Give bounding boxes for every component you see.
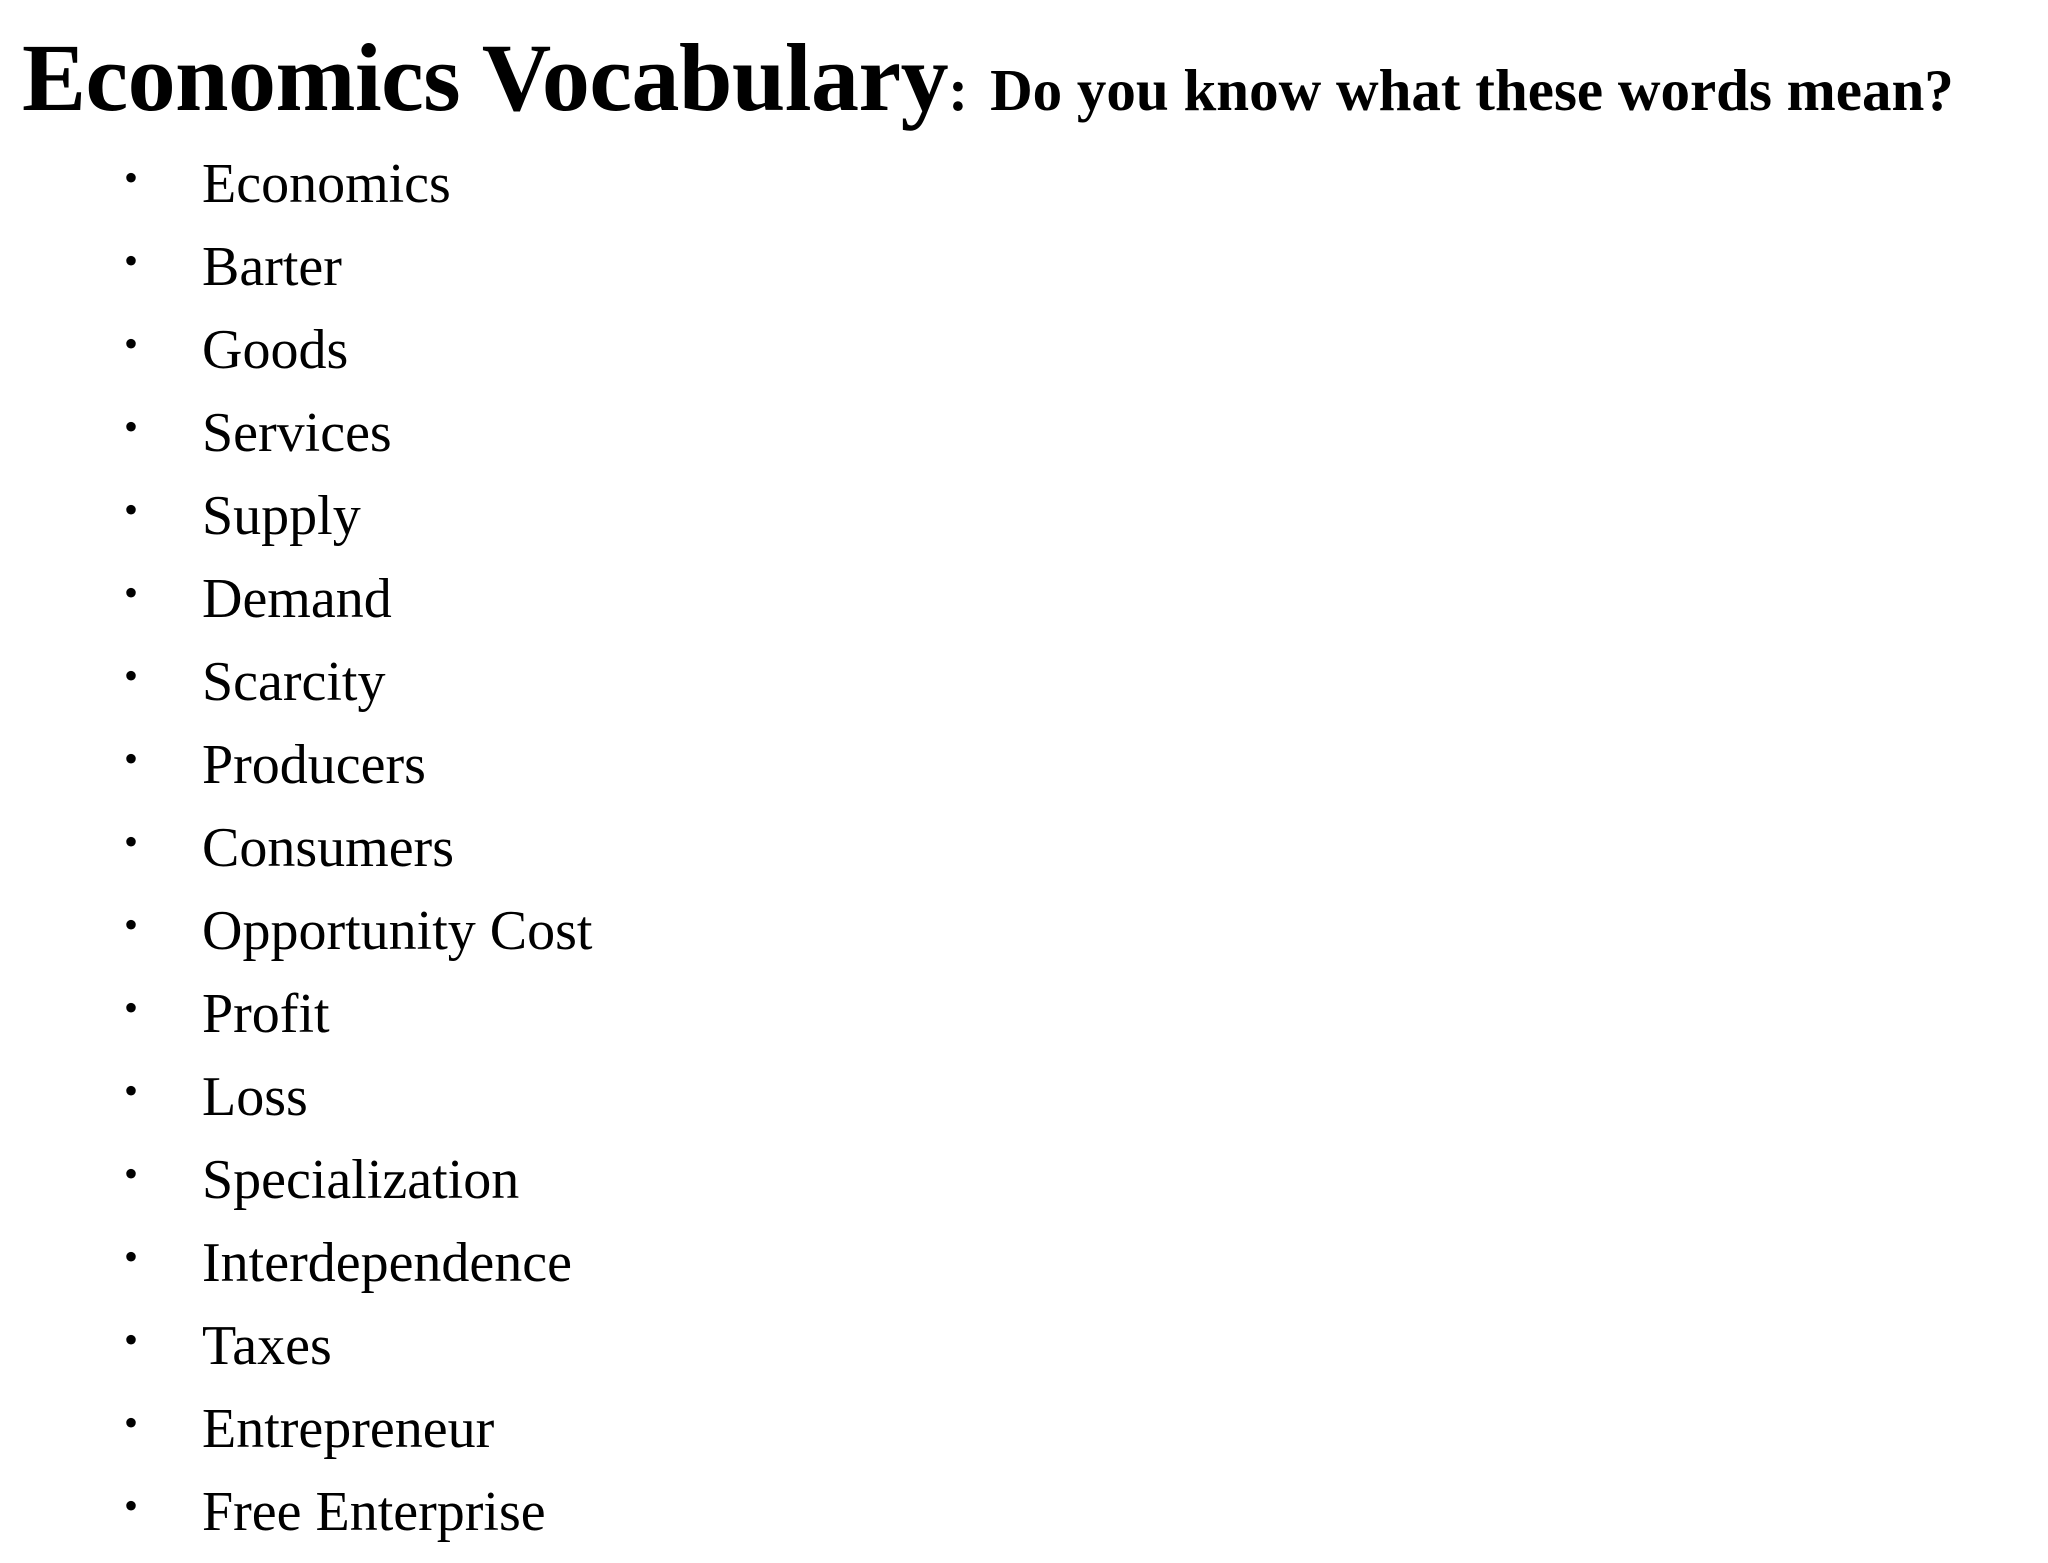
bullet-icon: • — [124, 985, 139, 1030]
page-title: Economics Vocabulary — [22, 24, 949, 131]
bullet-icon: • — [124, 1483, 139, 1528]
list-item — [0, 1065, 900, 1148]
vocabulary-list — [0, 152, 900, 1563]
list-item — [0, 235, 900, 318]
bullet-icon: • — [124, 1317, 139, 1362]
bullet-icon: • — [124, 653, 139, 698]
list-item — [0, 982, 900, 1065]
list-item — [0, 484, 900, 567]
list-item — [0, 401, 900, 484]
vocab-term: Loss — [202, 1066, 308, 1128]
list-item — [0, 650, 900, 733]
list-item — [0, 733, 900, 816]
vocab-term: Barter — [202, 236, 342, 298]
bullet-icon: • — [124, 238, 139, 283]
vocab-term: Free Enterprise — [202, 1481, 546, 1543]
vocab-term: Consumers — [202, 817, 454, 879]
list-item — [0, 1480, 900, 1563]
vocab-term: Services — [202, 402, 392, 464]
bullet-icon: • — [124, 819, 139, 864]
bullet-icon: • — [124, 1068, 139, 1113]
bullet-icon: • — [124, 1234, 139, 1279]
bullet-icon: • — [124, 487, 139, 532]
vocab-term: Taxes — [202, 1315, 332, 1377]
bullet-icon: • — [124, 736, 139, 781]
vocab-term: Entrepreneur — [202, 1398, 495, 1460]
list-item — [0, 1314, 900, 1397]
list-item — [0, 567, 900, 650]
vocab-term: Supply — [202, 485, 361, 547]
vocab-term: Demand — [202, 568, 392, 630]
list-item — [0, 1231, 900, 1314]
bullet-icon: • — [124, 404, 139, 449]
bullet-icon: • — [124, 1400, 139, 1445]
vocab-term: Opportunity Cost — [202, 900, 593, 962]
vocab-term: Scarcity — [202, 651, 386, 713]
list-item — [0, 899, 900, 982]
list-item — [0, 1148, 900, 1231]
list-item — [0, 318, 900, 401]
vocab-term: Specialization — [202, 1149, 520, 1211]
bullet-icon: • — [124, 321, 139, 366]
title-colon: : — [948, 57, 969, 123]
list-item — [0, 152, 900, 235]
list-item — [0, 1397, 900, 1480]
title-line — [22, 24, 1954, 131]
page-subtitle: Do you know what these words mean? — [990, 57, 1954, 123]
bullet-icon: • — [124, 570, 139, 615]
bullet-icon: • — [124, 902, 139, 947]
bullet-icon: • — [124, 1151, 139, 1196]
list-item — [0, 816, 900, 899]
bullet-icon: • — [124, 155, 139, 200]
vocab-term: Goods — [202, 319, 349, 381]
vocab-term: Profit — [202, 983, 330, 1045]
vocab-term: Interdependence — [202, 1232, 572, 1294]
vocab-term: Economics — [202, 153, 451, 215]
vocab-term: Producers — [202, 734, 426, 796]
